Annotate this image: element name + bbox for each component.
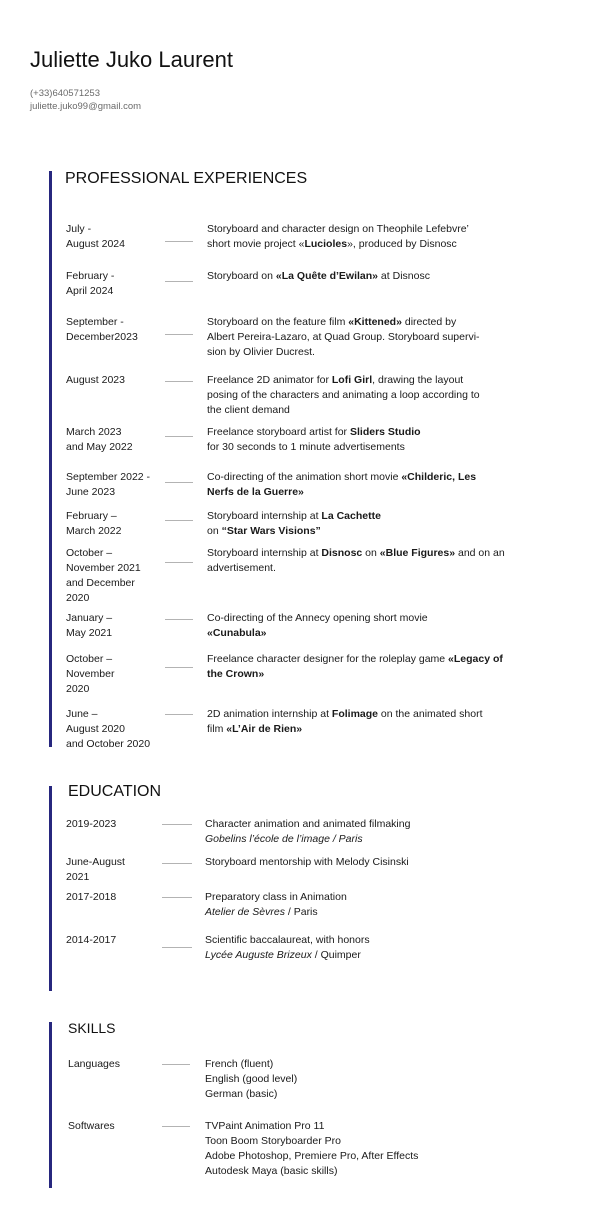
experience-date (66, 652, 114, 697)
skills-section-title: SKILLS (68, 1020, 116, 1036)
text-line: Storyboard mentorship with Melody Cisinski (205, 856, 409, 868)
text-line: Freelance character designer for the roleplay game «Legacy of (207, 653, 503, 665)
experience-date (66, 470, 150, 500)
connector-line (162, 824, 192, 825)
experience-description (207, 611, 537, 641)
connector-line (165, 714, 193, 715)
education-section-title: EDUCATION (68, 783, 162, 800)
experience-description (207, 373, 537, 418)
text-line: French (fluent) (205, 1058, 274, 1070)
experience-date (66, 707, 150, 752)
text-line: Lycée Auguste Brizeux / Quimper (205, 949, 361, 961)
phone-number: (+33)640571253 (30, 88, 100, 99)
experience-description (207, 222, 537, 252)
text-line: on “Star Wars Visions” (207, 525, 321, 537)
date-line: August 2023 (66, 374, 125, 386)
text-line: Storyboard internship at Disnosc on «Blue Figures» and on an (207, 547, 505, 559)
text-line: German (basic) (205, 1088, 278, 1100)
experience-description (207, 509, 537, 539)
experience-date (66, 509, 121, 539)
experience-section-bar (49, 171, 52, 747)
date-line: 2017-2018 (66, 891, 117, 903)
text-line: Preparatory class in Animation (205, 891, 347, 903)
connector-line (165, 281, 193, 282)
date-line: 2014-2017 (66, 934, 117, 946)
experience-date (66, 546, 141, 606)
date-line: February - (66, 270, 115, 282)
date-line: September 2022 - (66, 471, 151, 483)
experience-date (66, 373, 125, 388)
date-line: 2020 (66, 683, 90, 695)
skills-description (205, 1119, 535, 1179)
connector-line (162, 897, 192, 898)
connector-line (162, 1064, 190, 1065)
text-line: advertisement. (207, 562, 276, 574)
date-line: August 2020 (66, 723, 125, 735)
text-line: «Cunabula» (207, 627, 267, 639)
text-line: for 30 seconds to 1 minute advertisements (207, 441, 405, 453)
date-line: January – (66, 612, 113, 624)
text-line: English (good level) (205, 1073, 298, 1085)
date-line: October – (66, 653, 113, 665)
connector-line (162, 1126, 190, 1127)
education-description (205, 817, 535, 847)
education-description (205, 933, 535, 963)
text-line: Co-directing of the Annecy opening short movie (207, 612, 428, 624)
date-line: 2020 (66, 592, 90, 604)
text-line: the Crown» (207, 668, 265, 680)
date-line: November 2021 (66, 562, 141, 574)
experience-description (207, 425, 537, 455)
text-line: Storyboard internship at La Cachette (207, 510, 381, 522)
connector-line (162, 863, 192, 864)
text-line: Storyboard and character design on Theophile Lefebvre’ (207, 223, 469, 235)
connector-line (165, 619, 193, 620)
text-line: posing of the characters and animating a loop according to (207, 389, 480, 401)
education-description (205, 855, 535, 870)
date-line: October – (66, 547, 113, 559)
text-line: Storyboard on the feature film «Kittened» directed by (207, 316, 457, 328)
connector-line (165, 482, 193, 483)
date-line: March 2023 (66, 426, 122, 438)
text-line: Albert Pereira-Lazaro, at Quad Group. Storyboard supervi- (207, 331, 480, 343)
experience-description (207, 546, 537, 576)
connector-line (162, 947, 192, 948)
date-line: and December (66, 577, 135, 589)
text-line: film «L’Air de Rien» (207, 723, 303, 735)
text-line: Storyboard on «La Quête d’Ewilan» at Disnosc (207, 270, 430, 282)
text-line: TVPaint Animation Pro 11 (205, 1120, 325, 1132)
date-line: November (66, 668, 115, 680)
date-line: and October 2020 (66, 738, 151, 750)
skills-section-bar (49, 1022, 52, 1188)
experience-description (207, 652, 537, 682)
email-address: juliette.juko99@gmail.com (30, 101, 142, 112)
text-line: short movie project «Lucioles», produced by Disnosc (207, 238, 457, 250)
candidate-name: Juliette Juko Laurent (30, 47, 234, 72)
date-line: June 2023 (66, 486, 116, 498)
connector-line (165, 334, 193, 335)
connector-line (165, 436, 193, 437)
text-line: Character animation and animated filmaking (205, 818, 411, 830)
date-line: July - (66, 223, 92, 235)
experience-description (207, 470, 537, 500)
date-line: June-August (66, 856, 125, 868)
skills-date (68, 1057, 120, 1072)
skills-description (205, 1057, 535, 1102)
experience-description (207, 315, 537, 360)
date-line: August 2024 (66, 238, 125, 250)
skills-date (68, 1119, 115, 1134)
education-date (66, 933, 116, 948)
date-line: December2023 (66, 331, 138, 343)
date-line: April 2024 (66, 285, 114, 297)
education-date (66, 890, 116, 905)
text-line: Freelance storyboard artist for Sliders Studio (207, 426, 421, 438)
date-line: 2019-2023 (66, 818, 117, 830)
experience-date (66, 315, 138, 345)
text-line: sion by Olivier Ducrest. (207, 346, 315, 358)
text-line: Autodesk Maya (basic skills) (205, 1165, 338, 1177)
text-line: Co-directing of the animation short movie «Childeric, Les (207, 471, 477, 483)
text-line: the client demand (207, 404, 290, 416)
education-section-bar (49, 786, 52, 991)
date-line: June – (66, 708, 98, 720)
text-line: Adobe Photoshop, Premiere Pro, After Effects (205, 1150, 419, 1162)
text-line: Scientific baccalaureat, with honors (205, 934, 370, 946)
date-line: May 2021 (66, 627, 113, 639)
text-line: 2D animation internship at Folimage on the animated short (207, 708, 483, 720)
text-line: Freelance 2D animator for Lofi Girl, drawing the layout (207, 374, 464, 386)
connector-line (165, 667, 193, 668)
date-line: September - (66, 316, 124, 328)
date-line: March 2022 (66, 525, 122, 537)
date-line: Languages (68, 1058, 120, 1070)
date-line: Softwares (68, 1120, 115, 1132)
experience-description (207, 269, 537, 284)
connector-line (165, 241, 193, 242)
connector-line (165, 381, 193, 382)
experience-section-title: PROFESSIONAL EXPERIENCES (65, 170, 308, 187)
education-date (66, 855, 125, 885)
date-line: 2021 (66, 871, 90, 883)
education-description (205, 890, 535, 920)
experience-date (66, 611, 112, 641)
experience-date (66, 222, 125, 252)
connector-line (165, 562, 193, 563)
text-line: Gobelins l’école de l’image / Paris (205, 833, 363, 845)
connector-line (165, 520, 193, 521)
text-line: Toon Boom Storyboarder Pro (205, 1135, 341, 1147)
education-date (66, 817, 116, 832)
experience-date (66, 269, 114, 299)
text-line: Atelier de Sèvres / Paris (205, 906, 318, 918)
experience-description (207, 707, 537, 737)
date-line: February – (66, 510, 117, 522)
text-line: Nerfs de la Guerre» (207, 486, 304, 498)
date-line: and May 2022 (66, 441, 133, 453)
experience-date (66, 425, 133, 455)
